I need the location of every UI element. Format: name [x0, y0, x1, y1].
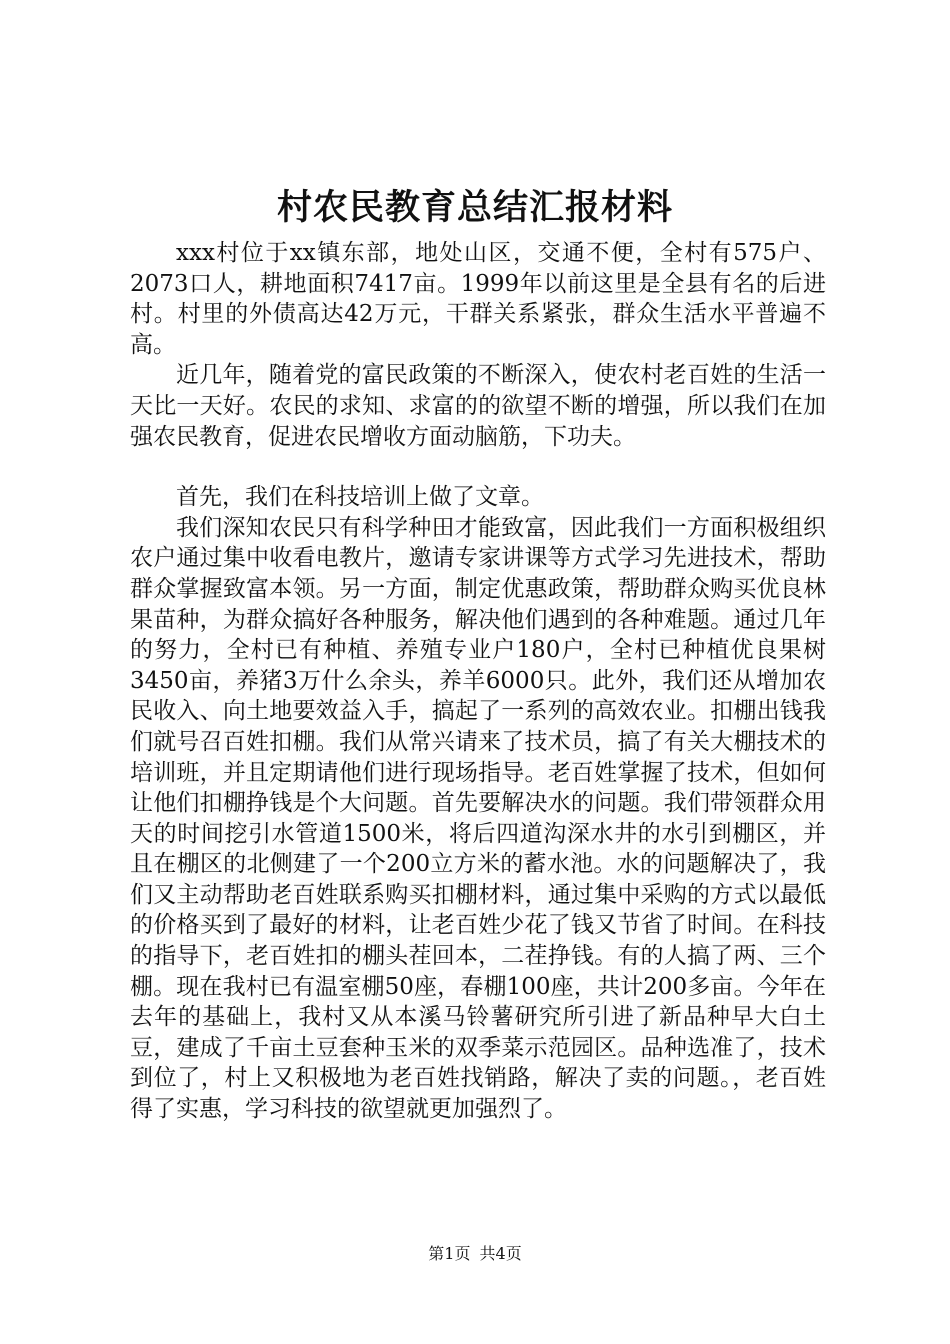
paragraph-tech-training: 我们深知农民只有科学种田才能致富，因此我们一方面积极组织农户通过集中收看电教片，邀请专家讲课等方式学习先进技术，帮助群众掌握致富本领。另一方面，制定优惠政策，帮助群众购买优良林果苗种，为群众搞好各种服务，解决他们遇到的各种难题。通过几年的努力，全村已有种植、养殖专业户180户，全村已种植优良果树3450亩，养猪3万什么余头，养羊6000只。此外，我们还从增加农民收入、向土地要效益入手，搞起了一系列的高效农业。扣棚出钱我们就号召百姓扣棚。我们从常兴请来了技术员，搞了有关大棚技术的培训班，并且定期请他们进行现场指导。老百姓掌握了技术，但如何让他们扣棚挣钱是个大问题。首先要解决水的问题。我们带领群众用天的时间挖引水管道1500米，将后四道沟深水井的水引到棚区，并且在棚区的北侧建了一个200立方米的蓄水池。水的问题解决了，我们又主动帮助老百姓联系购买扣棚材料，通过集中采购的方式以最低的价格买到了最好的材料，让老百姓少花了钱又节省了时间。在科技的指导下，老百姓扣的棚头茬回本，二茬挣钱。有的人搞了两、三个棚。现在我村已有温室棚50座，春棚100座，共计200多亩。今年在去年的基础上，我村又从本溪马铃薯研究所引进了新品种早大白土豆，建成了千亩土豆套种玉米的双季菜示范园区。品种选准了，技术到位了，村上又积极地为老百姓找销路，解决了卖的问题。，老百姓得了实惠，学习科技的欲望就更加强烈了。: [130, 514, 826, 1123]
paragraph-background: 近几年，随着党的富民政策的不断深入，使农村老百姓的生活一天比一天好。农民的求知、求富的的欲望不断的增强，所以我们在加强农民教育，促进农民增收方面动脑筋，下功夫。: [130, 362, 826, 450]
page-number-total: 共4页: [479, 1244, 522, 1263]
page-number-current: 第1页: [428, 1244, 471, 1263]
page-footer: [0, 1243, 950, 1265]
paragraph-section-heading: 首先，我们在科技培训上做了文章。: [176, 484, 544, 511]
document-body: [130, 238, 826, 1125]
document-title: 村农民教育总结汇报材料: [276, 187, 673, 228]
paragraph-intro: xxx村位于xx镇东部，地处山区，交通不便，全村有575户、2073口人，耕地面积7417亩。1999年以前这里是全县有名的后进村。村里的外债高达42万元，干群关系紧张，群众生活水平普遍不高。: [130, 240, 826, 358]
